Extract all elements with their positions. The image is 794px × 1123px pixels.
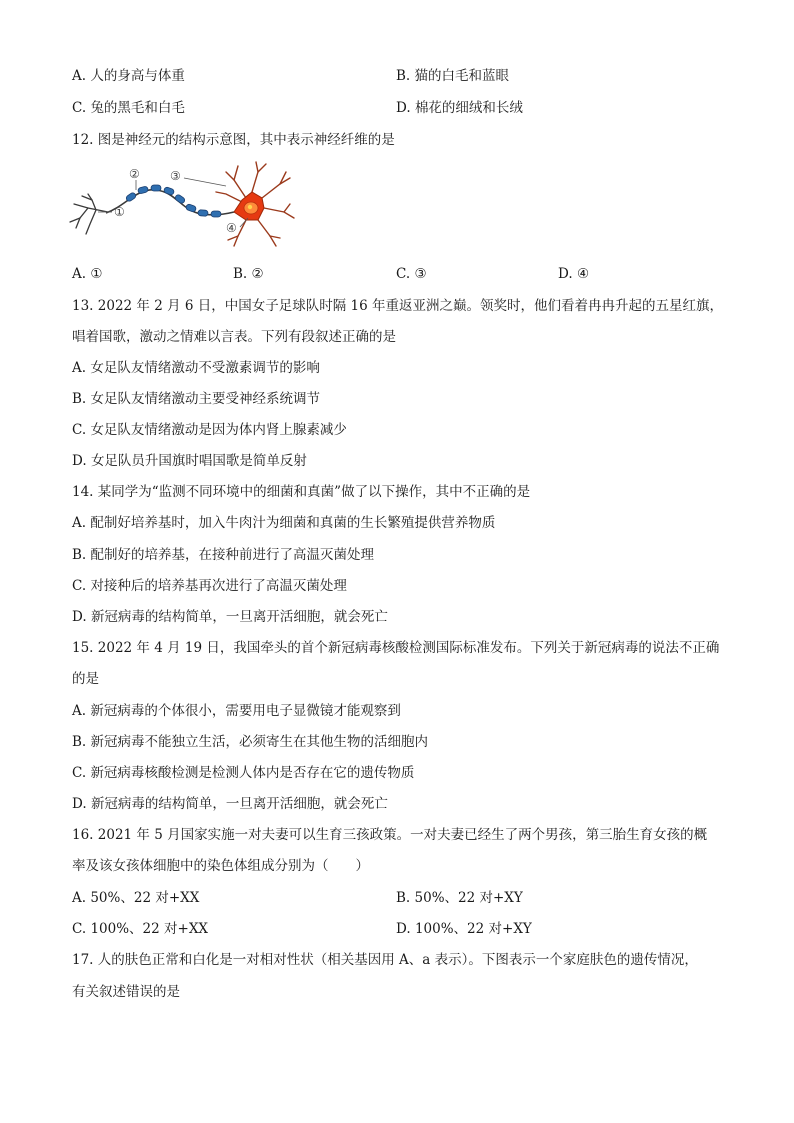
q11-option-c: C. 兔的黑毛和白毛 bbox=[72, 100, 185, 116]
q14-option-c: C. 对接种后的培养基再次进行了高温灭菌处理 bbox=[72, 578, 347, 594]
q12-stem: 12. 图是神经元的结构示意图，其中表示神经纤维的是 bbox=[72, 132, 395, 148]
q15-option-a: A. 新冠病毒的个体很小，需要用电子显微镜才能观察到 bbox=[72, 703, 401, 719]
q15-option-b: B. 新冠病毒不能独立生活，必须寄生在其他生物的活细胞内 bbox=[72, 734, 429, 750]
q16-option-a: A. 50%、22 对+XX bbox=[72, 890, 200, 906]
q11-option-d: D. 棉花的细绒和长绒 bbox=[396, 100, 523, 116]
neuron-diagram bbox=[66, 158, 296, 248]
q16-option-c: C. 100%、22 对+XX bbox=[72, 921, 209, 937]
q16-option-d: D. 100%、22 对+XY bbox=[396, 921, 532, 937]
q16-stem-line-1: 16. 2021 年 5 月国家实施一对夫妻可以生育三孩政策。一对夫妻已经生了两个男孩，第三胎生育女孩的概 bbox=[72, 827, 708, 843]
q12-option-b: B. ② bbox=[233, 266, 264, 282]
neuron-label-3: ③ bbox=[170, 169, 181, 183]
neuron-label-2: ② bbox=[129, 167, 140, 181]
q11-option-b: B. 猫的白毛和蓝眼 bbox=[396, 68, 510, 84]
q13-stem-line-2: 唱着国歌，激动之情难以言表。下列有段叙述正确的是 bbox=[72, 329, 396, 345]
q14-option-b: B. 配制好的培养基，在接种前进行了高温灭菌处理 bbox=[72, 547, 375, 563]
q14-option-a: A. 配制好培养基时，加入牛肉汁为细菌和真菌的生长繁殖提供营养物质 bbox=[72, 515, 496, 531]
q13-stem-line-1: 13. 2022 年 2 月 6 日，中国女子足球队时隔 16 年重返亚洲之巅。领奖时，他们看着冉冉升起的五星红旗， bbox=[72, 298, 724, 314]
q13-option-a: A. 女足队友情绪激动不受激素调节的影响 bbox=[72, 360, 320, 376]
q17-stem-line-1: 17. 人的肤色正常和白化是一对相对性状（相关基因用 A、a 表示）。下图表示一个家庭肤色的遗传情况， bbox=[72, 952, 698, 968]
q15-option-d: D. 新冠病毒的结构简单，一旦离开活细胞，就会死亡 bbox=[72, 796, 388, 812]
q17-stem-line-2: 有关叙述错误的是 bbox=[72, 984, 180, 1000]
q12-option-a: A. ① bbox=[72, 266, 103, 282]
q13-option-d: D. 女足队员升国旗时唱国歌是简单反射 bbox=[72, 453, 307, 469]
q14-stem: 14. 某同学为“监测不同环境中的细菌和真菌”做了以下操作，其中不正确的是 bbox=[72, 484, 531, 500]
q13-option-c: C. 女足队友情绪激动是因为体内肾上腺素减少 bbox=[72, 422, 347, 438]
q14-option-d: D. 新冠病毒的结构简单，一旦离开活细胞，就会死亡 bbox=[72, 609, 388, 625]
q15-option-c: C. 新冠病毒核酸检测是检测人体内是否存在它的遗传物质 bbox=[72, 765, 415, 781]
q16-stem-line-2: 率及该女孩体细胞中的染色体组成分别为（ ） bbox=[72, 858, 369, 874]
q15-stem-line-2: 的是 bbox=[72, 671, 99, 687]
q15-stem-line-1: 15. 2022 年 4 月 19 日，我国牵头的首个新冠病毒核酸检测国际标准发布。下列关于新冠病毒的说法不正确 bbox=[72, 640, 720, 656]
q12-option-d: D. ④ bbox=[558, 266, 590, 282]
q12-option-c: C. ③ bbox=[396, 266, 427, 282]
q11-option-a: A. 人的身高与体重 bbox=[72, 68, 185, 84]
neuron-label-1: ① bbox=[114, 205, 125, 219]
q16-option-b: B. 50%、22 对+XY bbox=[396, 890, 523, 906]
q13-option-b: B. 女足队友情绪激动主要受神经系统调节 bbox=[72, 391, 321, 407]
neuron-label-4: ④ bbox=[226, 221, 237, 235]
